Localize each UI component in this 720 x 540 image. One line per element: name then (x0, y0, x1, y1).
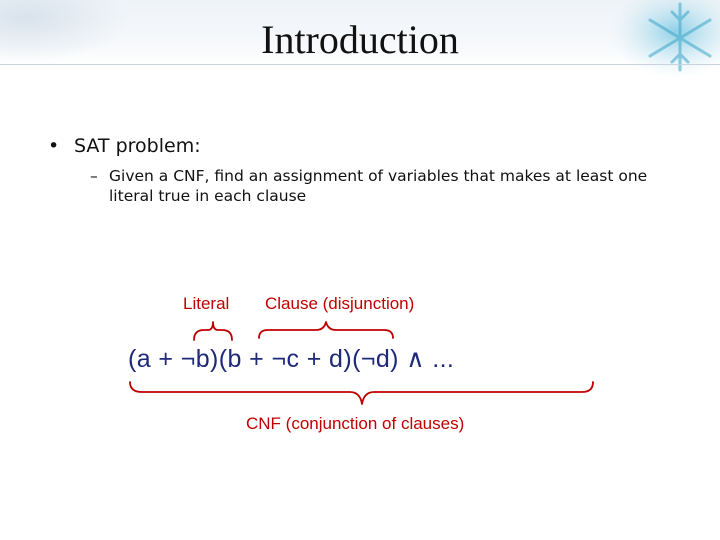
sub-bullet-text: Given a CNF, find an assignment of variables that makes at least one literal true in each clause (109, 167, 648, 206)
cnf-formula: (a + ¬b)(b + ¬c + d)(¬d) ∧ ... (128, 345, 455, 373)
cnf-brace (130, 382, 593, 404)
literal-brace (194, 322, 232, 340)
clause-brace (259, 322, 393, 338)
label-literal: Literal (183, 294, 230, 313)
dash-icon: – (90, 167, 98, 185)
label-clause: Clause (disjunction) (265, 294, 415, 313)
bullet-dot-icon: • (48, 135, 60, 157)
slide-title: Introduction (261, 17, 459, 62)
label-cnf: CNF (conjunction of clauses) (246, 414, 465, 433)
bullet-text: SAT problem: (74, 135, 201, 157)
